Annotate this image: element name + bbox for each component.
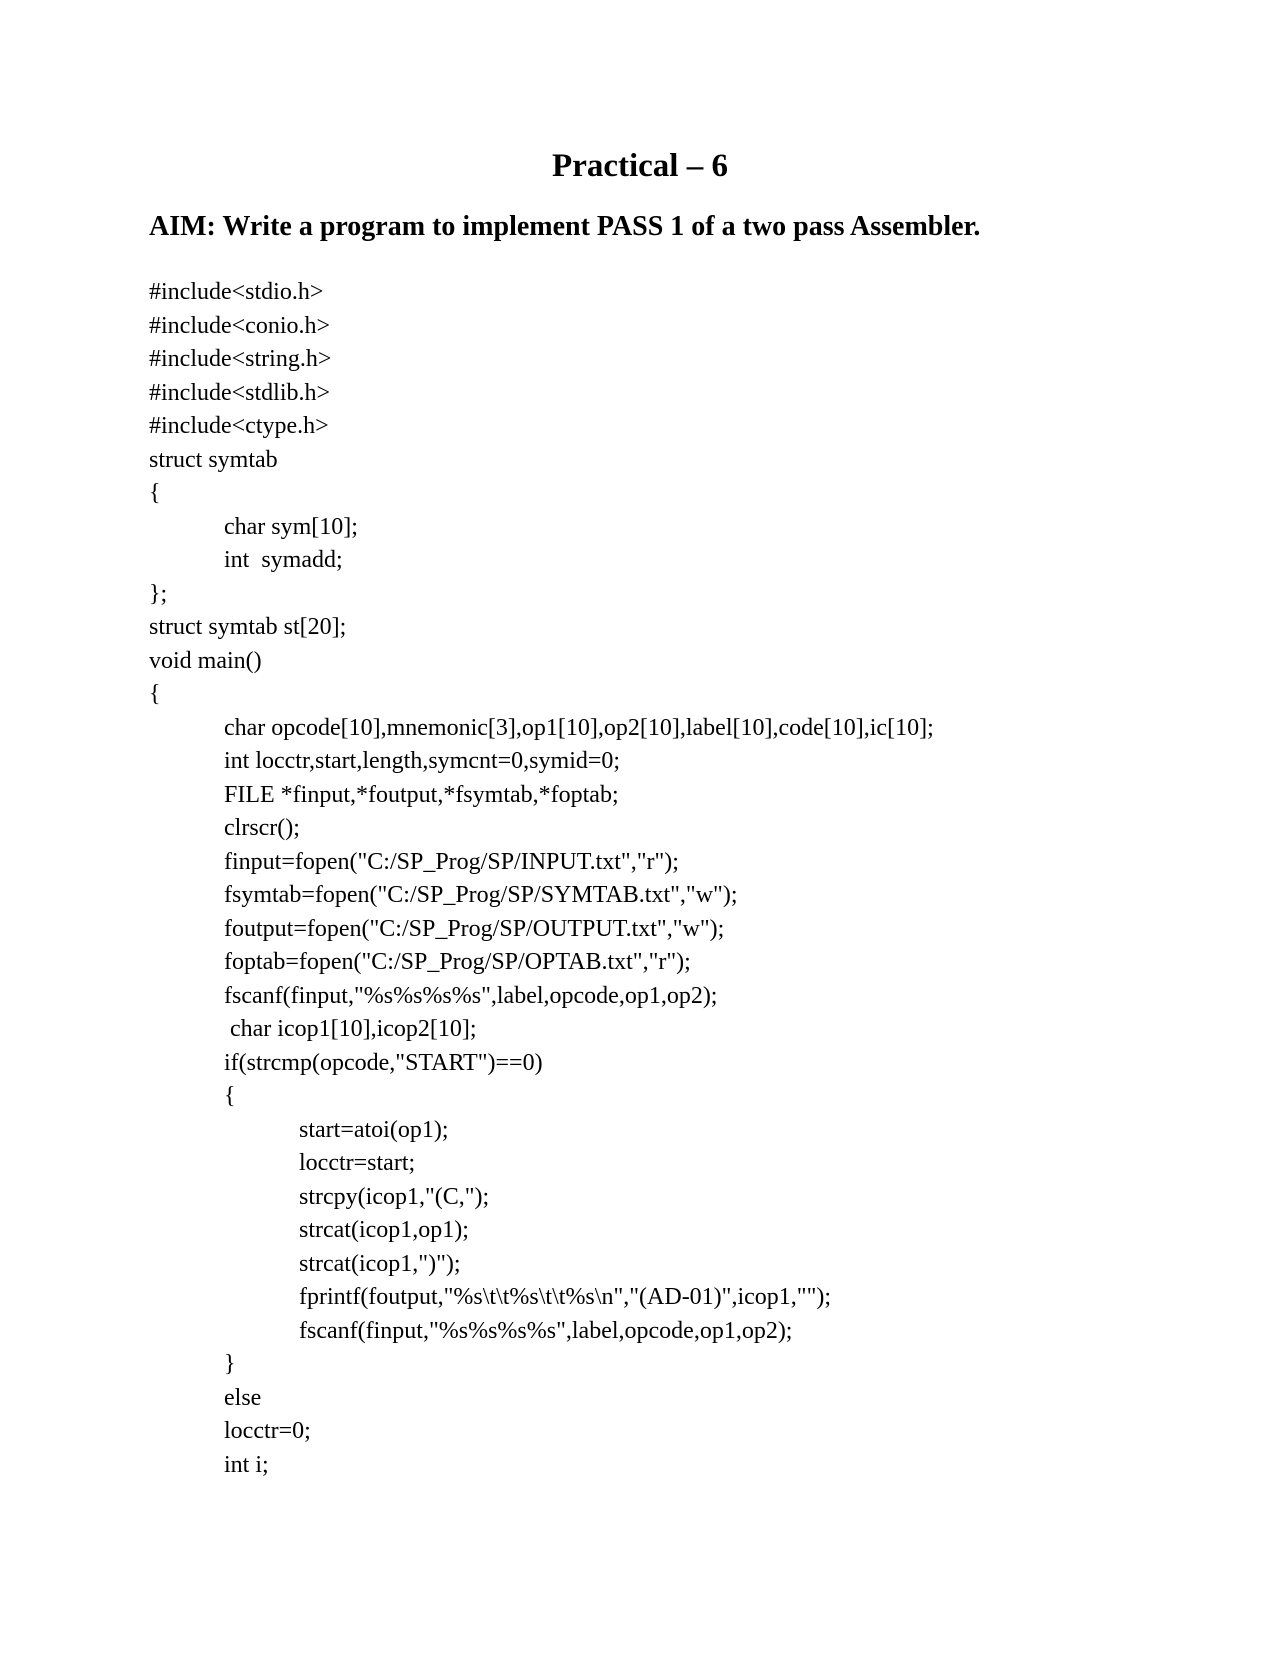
- code-line: fscanf(finput,"%s%s%s%s",label,opcode,op1,op2);: [299, 1317, 793, 1344]
- code-line: strcat(icop1,op1);: [299, 1217, 469, 1243]
- code-line: clrscr();: [224, 815, 300, 841]
- code-listing: [149, 276, 934, 1482]
- page-title: Practical – 6: [552, 148, 728, 184]
- code-line: locctr=start;: [299, 1150, 416, 1176]
- code-line: {: [224, 1083, 236, 1109]
- code-line: char sym[10];: [224, 513, 358, 540]
- code-line: void main(): [149, 647, 262, 674]
- code-line: start=atoi(op1);: [299, 1116, 449, 1143]
- code-line: if(strcmp(opcode,"START")==0): [224, 1049, 543, 1076]
- code-line: struct symtab st[20];: [149, 614, 347, 640]
- code-line: {: [149, 480, 161, 506]
- code-line: #include<ctype.h>: [149, 413, 329, 439]
- code-line: #include<conio.h>: [149, 312, 331, 339]
- code-line: int locctr,start,length,symcnt=0,symid=0;: [224, 748, 621, 774]
- code-line: #include<stdio.h>: [149, 279, 324, 305]
- code-line: else: [224, 1384, 262, 1411]
- code-line: #include<string.h>: [149, 346, 332, 372]
- code-line: foutput=fopen("C:/SP_Prog/SP/OUTPUT.txt","w");: [224, 915, 725, 942]
- code-line: struct symtab: [149, 446, 278, 473]
- code-line: char opcode[10],mnemonic[3],op1[10],op2[10],label[10],code[10],ic[10];: [224, 714, 934, 741]
- code-line: strcpy(icop1,"(C,");: [299, 1183, 490, 1210]
- aim-statement: AIM: Write a program to implement PASS 1 of a two pass Assembler.: [149, 211, 981, 242]
- code-line: fprintf(foutput,"%s\t\t%s\t\t%s\n","(AD-01)",icop1,"");: [299, 1284, 832, 1310]
- code-line: FILE *finput,*foutput,*fsymtab,*foptab;: [224, 781, 619, 808]
- code-line: fsymtab=fopen("C:/SP_Prog/SP/SYMTAB.txt","w");: [224, 882, 738, 908]
- code-line: foptab=fopen("C:/SP_Prog/SP/OPTAB.txt","r");: [224, 949, 691, 975]
- code-line: };: [149, 580, 168, 607]
- code-line: int symadd;: [224, 547, 343, 573]
- code-line: int i;: [224, 1451, 269, 1478]
- code-line: fscanf(finput,"%s%s%s%s",label,opcode,op1,op2);: [224, 982, 718, 1009]
- code-line: }: [224, 1351, 236, 1377]
- code-line: {: [149, 681, 161, 707]
- code-line: char icop1[10],icop2[10];: [230, 1016, 477, 1042]
- code-line: locctr=0;: [224, 1418, 311, 1444]
- code-line: #include<stdlib.h>: [149, 379, 331, 406]
- code-line: strcat(icop1,")");: [299, 1250, 461, 1277]
- code-line: finput=fopen("C:/SP_Prog/SP/INPUT.txt","r");: [224, 848, 679, 875]
